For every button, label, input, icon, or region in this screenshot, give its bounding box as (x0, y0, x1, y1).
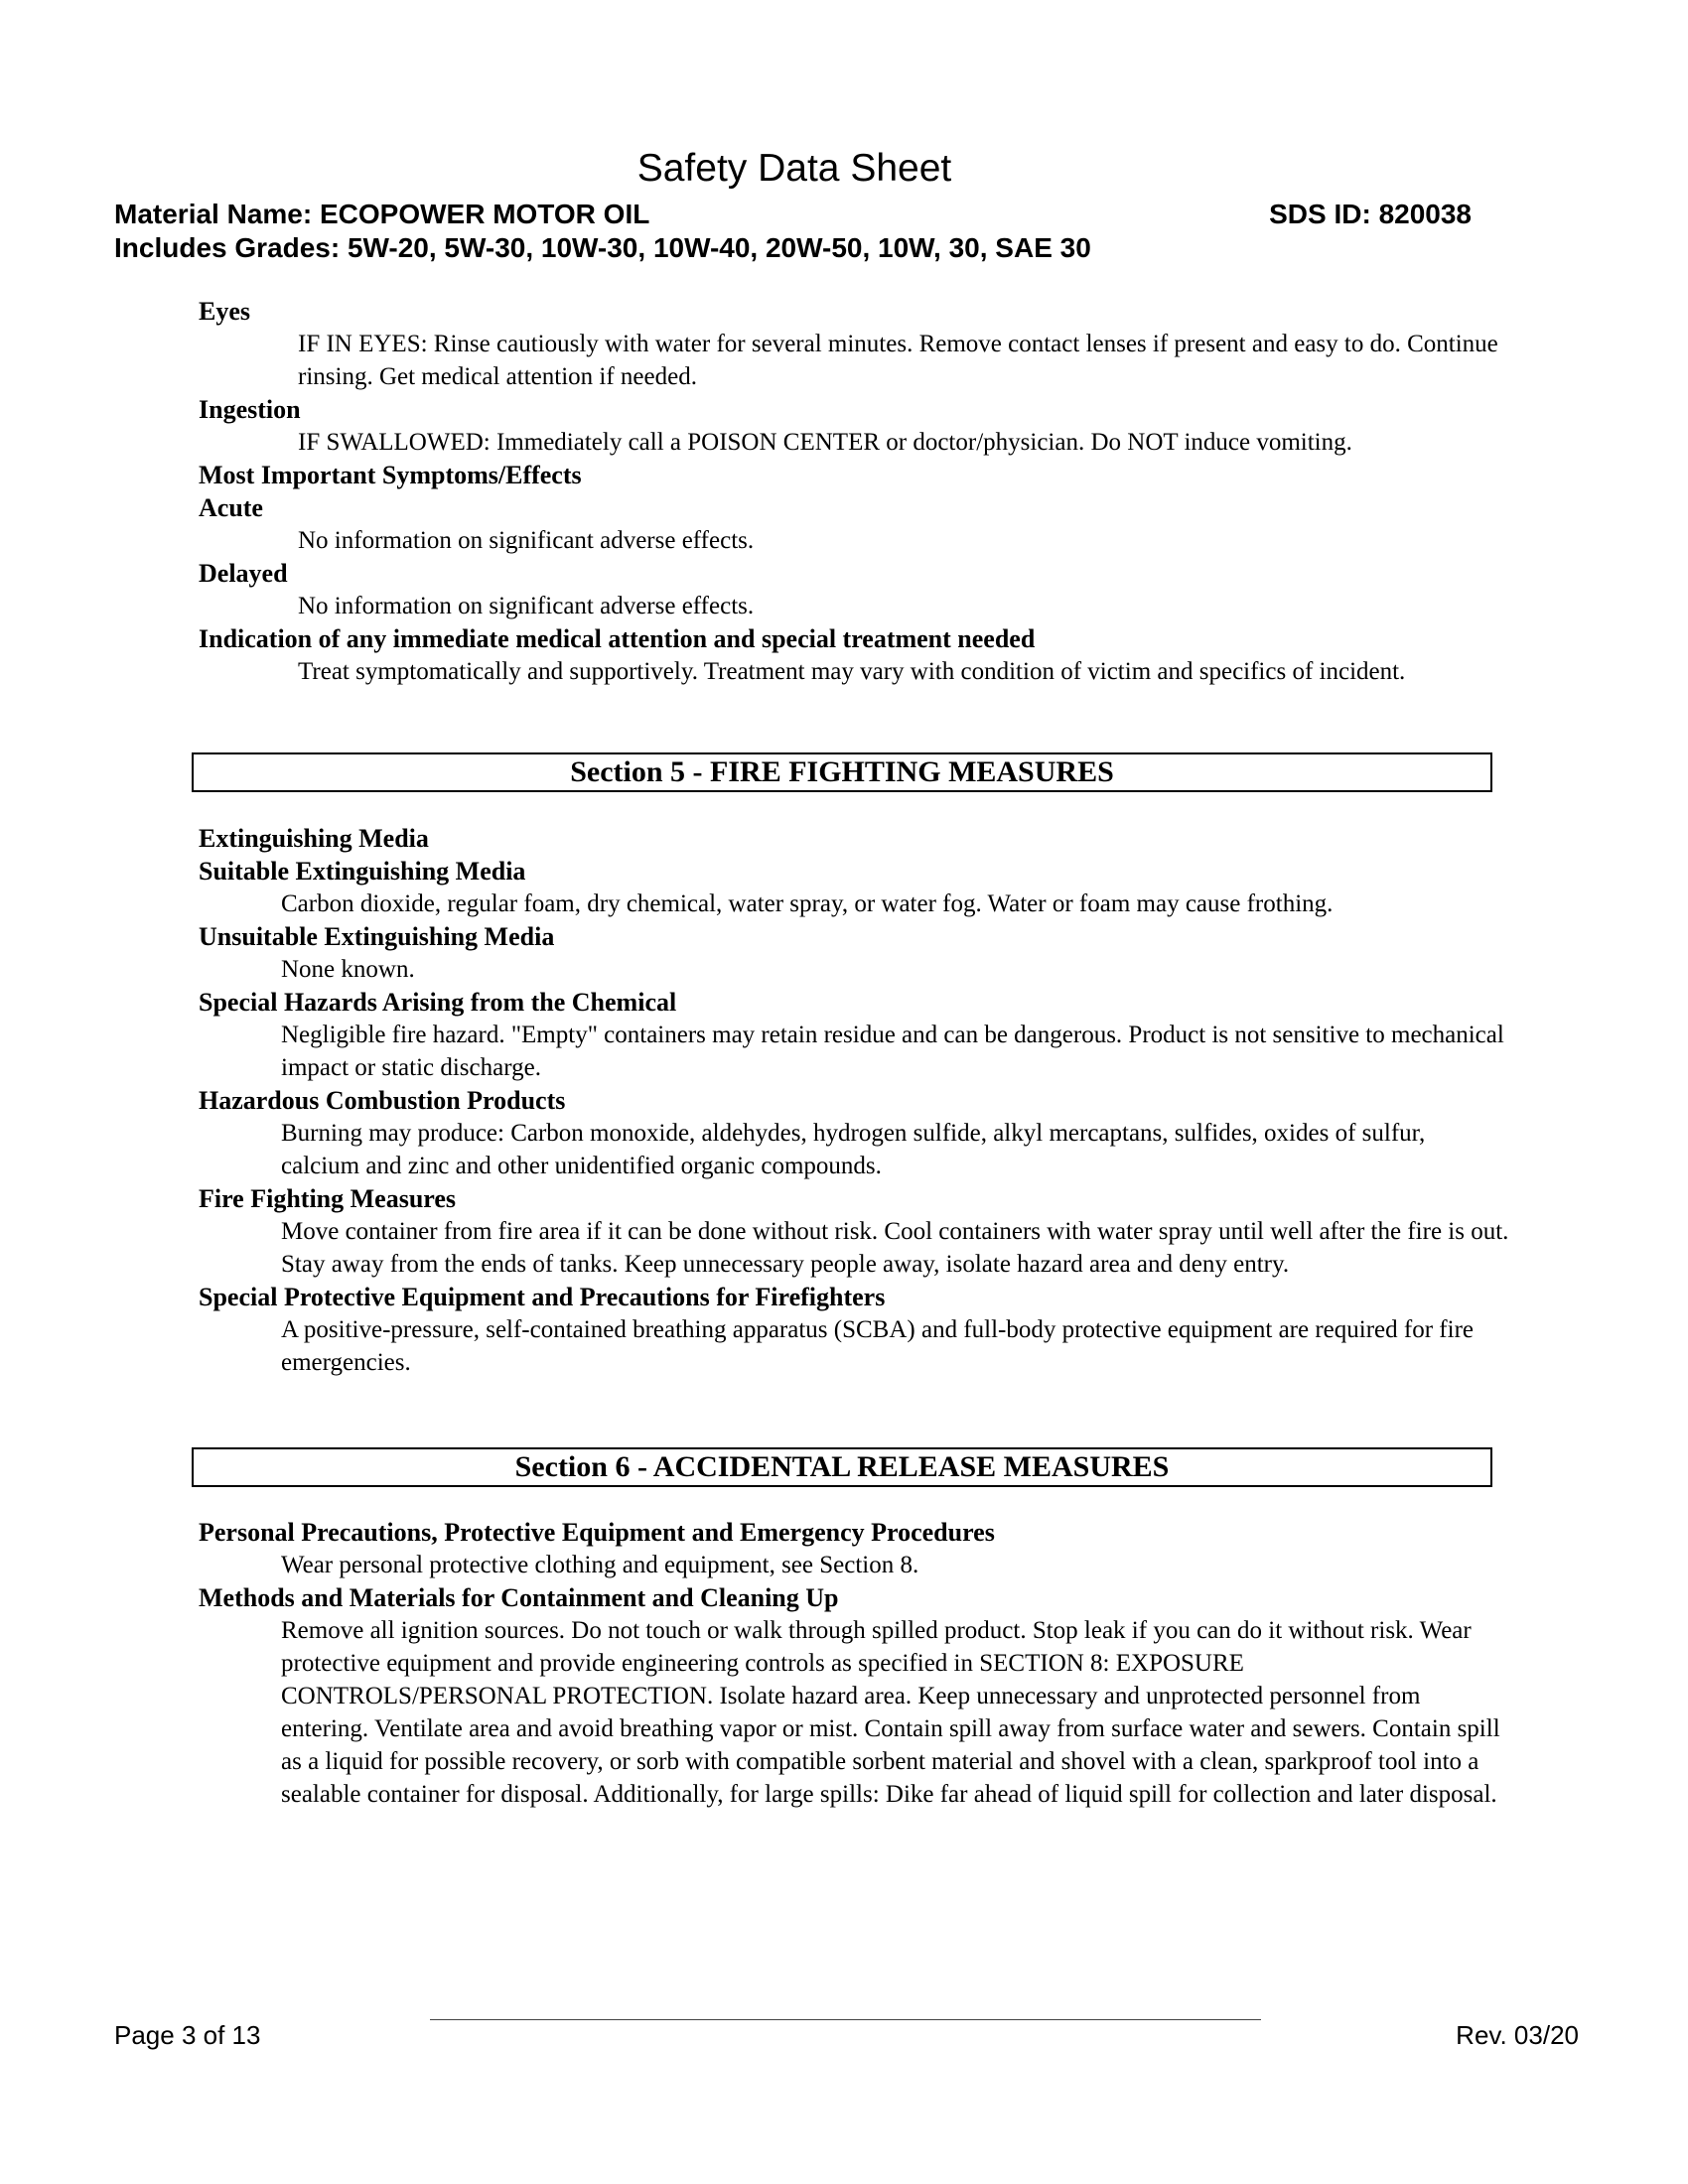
footer-divider (430, 2019, 1261, 2020)
unsuitable-media-text: None known. (281, 956, 415, 983)
fire-fighting-measures-heading: Fire Fighting Measures (199, 1184, 457, 1213)
ingestion-heading: Ingestion (199, 395, 301, 424)
delayed-heading: Delayed (199, 559, 288, 588)
containment-heading: Methods and Materials for Containment and Cleaning Up (199, 1583, 839, 1612)
section-5-block (199, 822, 1509, 1379)
acute-text: No information on significant adverse effects. (298, 527, 755, 554)
includes-grades: Includes Grades: 5W-20, 5W-30, 10W-30, 10W-40, 20W-50, 10W, 30, SAE 30 (114, 232, 1091, 263)
special-hazards-text: Negligible fire hazard. "Empty" containers may retain residue and can be dangerous. Product is not sensitive to mechanical impact or static discharge. (281, 1022, 1504, 1081)
personal-precautions-heading: Personal Precautions, Protective Equipment and Emergency Procedures (199, 1518, 995, 1547)
indication-heading: Indication of any immediate medical attention and special treatment needed (199, 624, 1036, 653)
indication-text: Treat symptomatically and supportively. Treatment may vary with condition of victim and specifics of incident. (298, 658, 1406, 685)
page-number: Page 3 of 13 (114, 2020, 261, 2050)
suitable-media-heading: Suitable Extinguishing Media (199, 857, 526, 886)
acute-heading: Acute (199, 493, 263, 522)
special-hazards-heading: Special Hazards Arising from the Chemical (199, 988, 677, 1017)
extinguishing-media-heading: Extinguishing Media (199, 824, 429, 853)
combustion-products-heading: Hazardous Combustion Products (199, 1086, 566, 1115)
containment-text: Remove all ignition sources. Do not touch or walk through spilled product. Stop leak if you can do it without risk. Wear protective equipment and provide engineering controls as specified in SECTION 8: EXPOSURE CONTROLS/PERSONAL PROTECTION. Isolate hazard area. Keep unnecessary and unprotected personnel from entering. Ventilate area and avoid breathing vapor or mist. Contain spill away from surface water and sewers. Contain spill as a liquid for possible recovery, or sorb with compatible sorbent material and shovel with a clean, sparkproof tool into a sealable container for disposal. Additionally, for large spills: Dike far ahead of liquid spill for collection and later disposal. (281, 1617, 1500, 1808)
eyes-text: IF IN EYES: Rinse cautiously with water for several minutes. Remove contact lenses if present and easy to do. Continue rinsing. Get medical attention if needed. (298, 331, 1498, 390)
eyes-heading: Eyes (199, 297, 250, 326)
delayed-text: No information on significant adverse effects. (298, 593, 755, 619)
ingestion-text: IF SWALLOWED: Immediately call a POISON CENTER or doctor/physician. Do NOT induce vomiting. (298, 429, 1352, 456)
firefighter-ppe-heading: Special Protective Equipment and Precautions for Firefighters (199, 1283, 886, 1311)
fire-fighting-measures-text: Move container from fire area if it can be done without risk. Cool containers with water spray until well after the fire is out. Stay away from the ends of tanks. Keep unnecessary people away, isolate hazard area and deny entry. (281, 1218, 1509, 1278)
personal-precautions-text: Wear personal protective clothing and equipment, see Section 8. (281, 1552, 919, 1578)
revision-label: Rev. 03/20 (1456, 2020, 1579, 2050)
material-name: Material Name: ECOPOWER MOTOR OIL (114, 199, 650, 229)
sds-id: SDS ID: 820038 (1269, 199, 1472, 229)
section-6-title: Section 6 - ACCIDENTAL RELEASE MEASURES (192, 1447, 1492, 1487)
first-aid-block (199, 295, 1509, 688)
suitable-media-text: Carbon dioxide, regular foam, dry chemical, water spray, or water fog. Water or foam may cause frothing. (281, 890, 1334, 917)
combustion-products-text: Burning may produce: Carbon monoxide, aldehydes, hydrogen sulfide, alkyl mercaptans, sulfides, oxides of sulfur, calcium and zinc and other unidentified organic compounds. (281, 1120, 1426, 1179)
section-5-title: Section 5 - FIRE FIGHTING MEASURES (192, 752, 1492, 792)
document-title: Safety Data Sheet (636, 147, 952, 190)
symptoms-heading: Most Important Symptoms/Effects (199, 461, 582, 489)
section-6-block (199, 1516, 1509, 1811)
firefighter-ppe-text: A positive-pressure, self-contained breathing apparatus (SCBA) and full-body protective equipment are required for fire emergencies. (281, 1316, 1474, 1376)
unsuitable-media-heading: Unsuitable Extinguishing Media (199, 922, 555, 951)
